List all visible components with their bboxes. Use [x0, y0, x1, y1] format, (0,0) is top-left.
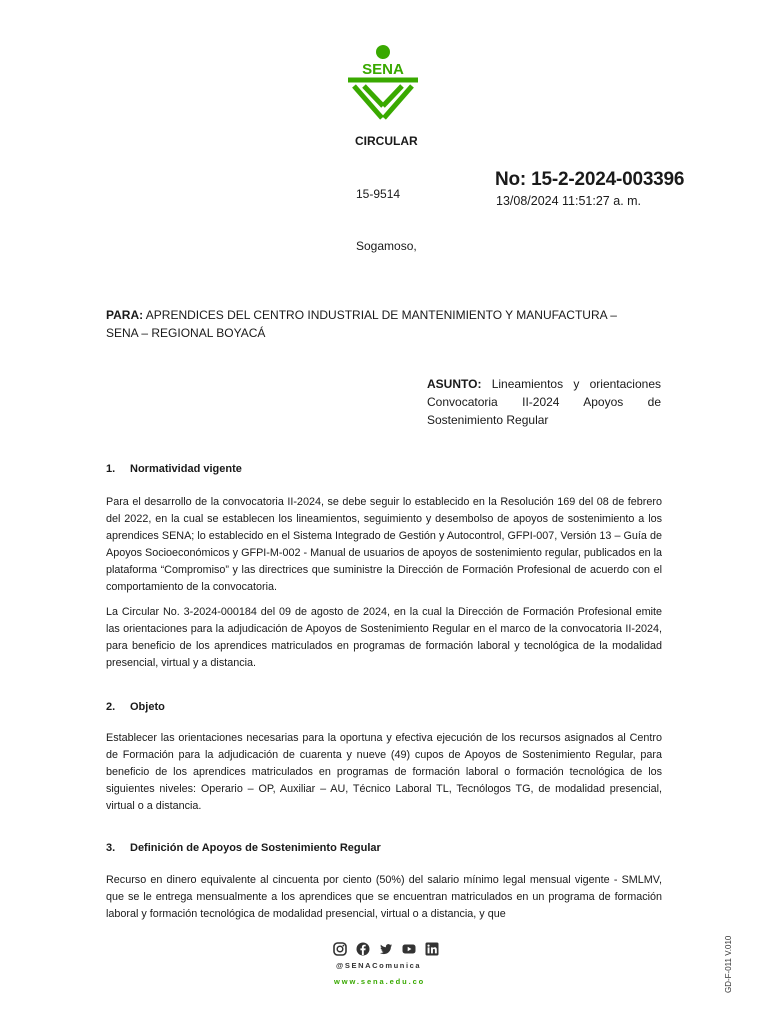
section-heading-1 — [106, 463, 242, 475]
recipients-text-2: SENA – REGIONAL BOYACÁ — [106, 326, 266, 340]
section-3-paragraph-1: Recurso en dinero equivalente al cincuenta por ciento (50%) del salario mínimo legal mensual vigente - SMLMV, que se le entrega mensualmente a los aprendices que se encuentran matriculados en un programa de formación laboral y formación tecnológica de modalidad presencial, virtual o a distancia, y que — [106, 874, 662, 920]
section-heading-3 — [106, 842, 381, 854]
section-number: 1. — [106, 463, 116, 475]
form-code-vertical: GD-F-011 V.010 — [724, 935, 733, 993]
section-heading-2 — [106, 701, 165, 713]
recipients-text: APRENDICES DEL CENTRO INDUSTRIAL DE MANTENIMIENTO Y MANUFACTURA – — [143, 308, 617, 322]
section-number: 2. — [106, 701, 116, 713]
recipients-block — [106, 306, 646, 342]
section-number: 3. — [106, 842, 116, 854]
document-type: CIRCULAR — [355, 134, 418, 148]
section-1-paragraph-2: La Circular No. 3-2024-000184 del 09 de agosto de 2024, en la cual la Dirección de Formación Profesional emite las orientaciones para la adjudicación de Apoyos de Sostenimiento Regular en el marco de la convocatoria II-2024, para beneficio de los aprendices matriculados en programas de formación laboral y tecnológica de la modalidad presencial, virtual y a distancia. — [106, 606, 662, 669]
sena-logo — [346, 44, 420, 120]
section-title: Objeto — [130, 701, 165, 713]
recipients-label: PARA: — [106, 308, 144, 322]
subject-block — [427, 375, 661, 429]
youtube-icon[interactable] — [402, 942, 416, 956]
facebook-icon[interactable] — [356, 942, 370, 956]
logo-wordmark: SENA — [362, 61, 404, 78]
twitter-icon[interactable] — [379, 942, 393, 956]
section-title: Definición de Apoyos de Sostenimiento Regular — [130, 842, 381, 854]
city-line: Sogamoso, — [356, 239, 417, 253]
linkedin-icon[interactable] — [425, 942, 439, 956]
section-1-paragraph-1: Para el desarrollo de la convocatoria II-2024, se debe seguir lo establecido en la Resolución 169 del 08 de febrero del 2022, en la cual se establecen los lineamientos, seguimiento y desembolso de apoyos de sostenimiento a los aprendices SENA; lo establecido en el Sistema Integrado de Gestión y Autocontrol, GFPI-007, Versión 13 – Guía de Apoyos Socioeconómicos y GFPI-M-002 - Manual de usuarios de apoyos de sostenimiento regular, publicados en la plataforma “Compromiso” y las directrices que suministre la Dirección de Formación Profesional de acuerdo con el comportamiento de la convocatoria. — [106, 496, 662, 593]
subject-text: Lineamientos y orientaciones Convocatoria II-2024 Apoyos de Sostenimiento Regular — [427, 377, 661, 427]
instagram-icon[interactable] — [333, 942, 347, 956]
dependency-code: 15-9514 — [356, 187, 401, 201]
circular-number: No: 15-2-2024-003396 — [495, 169, 685, 190]
section-2-paragraph-1: Establecer las orientaciones necesarias para la oportuna y efectiva ejecución de los recursos asignados al Centro de Formación para la adjudicación de cuarenta y nueve (49) cupos de Apoyos de Sostenimiento Regular, para beneficio de los aprendices matriculados en programas de formación laboral o formación tecnológica de los siguientes niveles: Operario – OP, Auxiliar – AU, Técnico Laboral TL, Tecnólogos TG, de modalidad presencial, virtual o a distancia. — [106, 732, 662, 812]
social-icons — [333, 940, 439, 958]
section-title: Normatividad vigente — [130, 463, 242, 475]
social-handle: @SENAComunica — [336, 961, 422, 970]
website-link[interactable]: www.sena.edu.co — [334, 977, 426, 986]
circular-datetime: 13/08/2024 11:51:27 a. m. — [496, 194, 642, 208]
subject-label: ASUNTO: — [427, 377, 482, 391]
